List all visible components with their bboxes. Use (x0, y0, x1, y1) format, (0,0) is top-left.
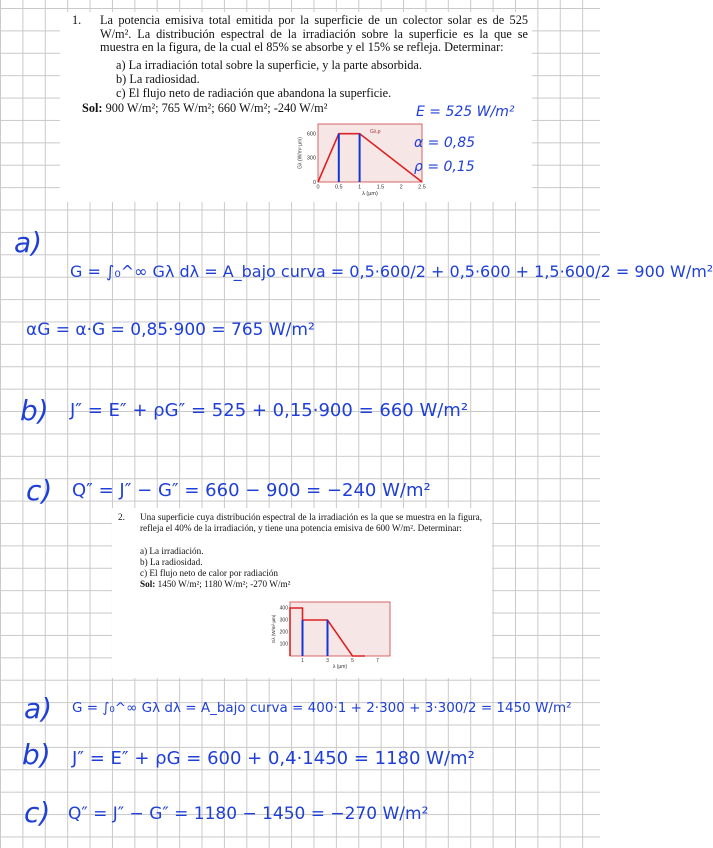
x-tick-label: 1 (301, 658, 304, 664)
x-axis-label: λ (µm) (362, 191, 378, 197)
problem-2-solution (140, 579, 290, 590)
y-tick-label: 300 (306, 155, 316, 162)
problem-2-number: 2. (118, 512, 125, 522)
y-tick-label: 200 (279, 629, 288, 636)
handwritten-part-c1-equation: Q″ = J″ − G″ = 660 − 900 = −240 W/m² (72, 480, 431, 501)
handwritten-part-a1-absorbed: αG = α·G = 0,85·900 = 765 W/m² (26, 320, 315, 340)
handwritten-part-b2-letter: b) (22, 738, 51, 771)
handwritten-given-E: E = 525 W/m² (416, 104, 515, 120)
problem-1-solution (82, 102, 327, 116)
x-axis-label: λ (µm) (332, 664, 348, 670)
handwritten-part-a1-equation: G = ∫₀^∞ Gλ dλ = A_bajo curva = 0,5·600/2 + 0,5·600 + 1,5·600/2 = 900 W/m² (70, 262, 713, 281)
x-tick-label: 0 (316, 184, 320, 191)
x-tick-label: 1.5 (376, 184, 385, 191)
x-tick-label: 1 (358, 184, 362, 191)
x-tick-label: 2.5 (418, 184, 426, 191)
y-tick-label: 300 (279, 617, 288, 624)
problem-1-chart (236, 116, 426, 202)
problem-1-statement: La potencia emisiva total emitida por la superficie de un colector solar es de 525 W/m². La distribución espectral de la irradiación sobre la superficie es la que se muestra en la figura, de la cual el 85% se absorbe y el 15% se refleja. Determinar: (100, 13, 528, 55)
x-tick-label: 2 (399, 184, 403, 191)
problem-2-solution-text: 1450 W/m²; 1180 W/m²; -270 W/m² (157, 579, 291, 589)
problem-1-option-a: a) La irradiación total sobre la superficie, y la parte absorbida. (116, 58, 422, 72)
handwritten-part-a2-letter: a) (24, 692, 53, 725)
handwritten-part-c1-letter: c) (26, 474, 53, 507)
y-tick-label: 0 (312, 179, 316, 186)
problem-1-option-c: c) El flujo neto de radiación que abandona la superficie. (116, 86, 392, 100)
problem-2-line-b: b) La radiosidad. (140, 557, 203, 567)
problem-2-line-c: c) El flujo neto de calor por radiación (140, 568, 279, 578)
x-tick-label: 5 (351, 658, 354, 664)
y-tick-label: 100 (279, 641, 288, 648)
handwritten-part-c2-letter: c) (24, 796, 51, 829)
y-tick-label: 600 (306, 131, 316, 138)
handwritten-part-a2-equation: G = ∫₀^∞ Gλ dλ = A_bajo curva = 400·1 + 2·300 + 3·300/2 = 1450 W/m² (72, 700, 572, 716)
problem-2-solution-label: Sol: (140, 579, 156, 589)
problem-2-chart (258, 600, 398, 674)
y-tick-label: 400 (279, 605, 288, 612)
plot-area (290, 602, 390, 656)
problem-2-line-a: a) La irradiación. (140, 546, 204, 556)
problem-1-option-b: b) La radiosidad. (116, 72, 200, 86)
y-axis-label: Gλ (W/m²·µm) (271, 614, 276, 644)
handwritten-part-b1-equation: J″ = E″ + ρG″ = 525 + 0,15·900 = 660 W/m² (70, 400, 469, 421)
problem-1-number: 1. (72, 13, 82, 27)
y-axis-label: Gλ (W/m²·µm) (297, 137, 304, 169)
problem-2-statement: Una superficie cuya distribución espectral de la irradiación es la que se muestra en la figura, refleja el 40% de la irradiación, y tiene una potencia emisiva de 600 W/m². Determinar: (140, 512, 482, 533)
handwritten-part-a1-letter: a) (14, 226, 43, 259)
x-tick-label: 0.5 (334, 184, 343, 191)
problem-1-solution-label: Sol: (82, 101, 103, 115)
handwritten-given-alpha: α = 0,85 (414, 135, 476, 151)
handwritten-part-b1-letter: b) (20, 394, 49, 427)
handwritten-part-c2-equation: Q″ = J″ − G″ = 1180 − 1450 = −270 W/m² (68, 804, 429, 824)
handwritten-given-rho: ρ = 0,15 (414, 159, 475, 175)
problem-1-solution-text: 900 W/m²; 765 W/m²; 660 W/m²; -240 W/m² (105, 101, 328, 115)
x-tick-label: 3 (326, 658, 329, 664)
problem-2-card (112, 508, 492, 678)
handwritten-part-b2-equation: J″ = E″ + ρG = 600 + 0,4·1450 = 1180 W/m² (72, 748, 475, 769)
x-tick-label: 7 (376, 658, 379, 664)
series-label: Gλ,p (370, 128, 381, 135)
